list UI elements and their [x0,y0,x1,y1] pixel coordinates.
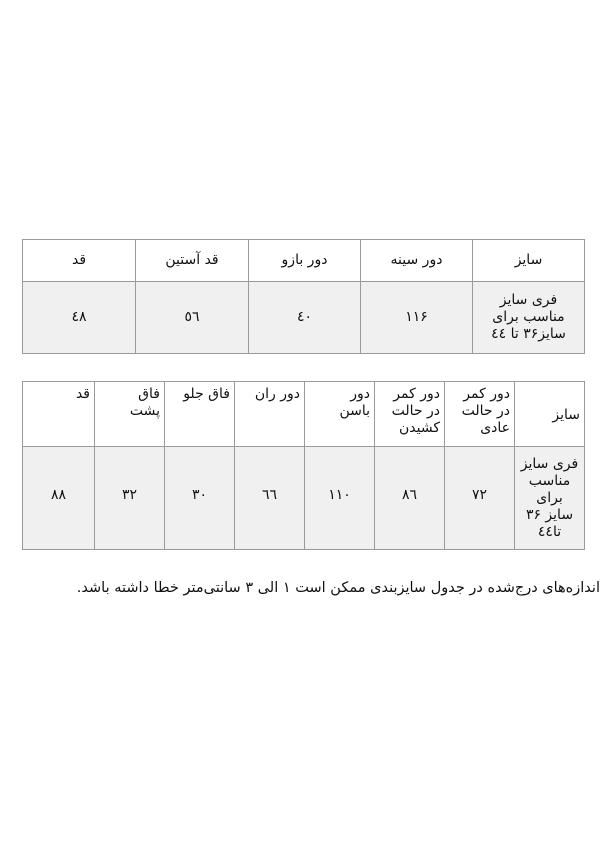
cell-size: فری سایز مناسب برای سایز ۳۶ تا٤٤ [515,447,585,550]
size-table-bottom [22,381,585,550]
table-row [23,282,585,354]
header-length: قد [23,240,136,282]
header-size: سایز [515,382,585,447]
header-thigh: دور ران [235,382,305,447]
header-length: قد [23,382,95,447]
header-waist-stretched: دور کمر در حالت کشیدن [375,382,445,447]
header-size: سایز [473,240,585,282]
table-header-row [23,240,585,282]
cell-arm: ٤۰ [249,282,361,354]
size-table-top [22,239,585,354]
cell-length: ٨٨ [23,447,95,550]
cell-front-rise: ۳۰ [165,447,235,550]
header-sleeve-length: قد آستین [136,240,249,282]
cell-size: فری سایز مناسب برای سایز۳۶ تا ٤٤ [473,282,585,354]
measurement-note: اندازه‌های درج‌شده در جدول سایزبندی ممکن است ۱ الی ۳ سانتی‌متر خطا داشته باشد. [76,580,600,596]
header-hip: دور باسن [305,382,375,447]
cell-thigh: ٦٦ [235,447,305,550]
header-arm: دور بازو [249,240,361,282]
header-front-rise: فاق جلو [165,382,235,447]
cell-waist-normal: ۷۲ [445,447,515,550]
table-header-row [23,382,585,447]
table-row [23,447,585,550]
cell-back-rise: ۳۲ [95,447,165,550]
header-back-rise: فاق پشت [95,382,165,447]
cell-sleeve-length: ٥٦ [136,282,249,354]
cell-waist-stretched: ٨٦ [375,447,445,550]
header-waist-normal: دور کمر در حالت عادی [445,382,515,447]
header-chest: دور سینه [361,240,473,282]
cell-hip: ۱۱۰ [305,447,375,550]
cell-chest: ۱۱۶ [361,282,473,354]
cell-length: ٤٨ [23,282,136,354]
